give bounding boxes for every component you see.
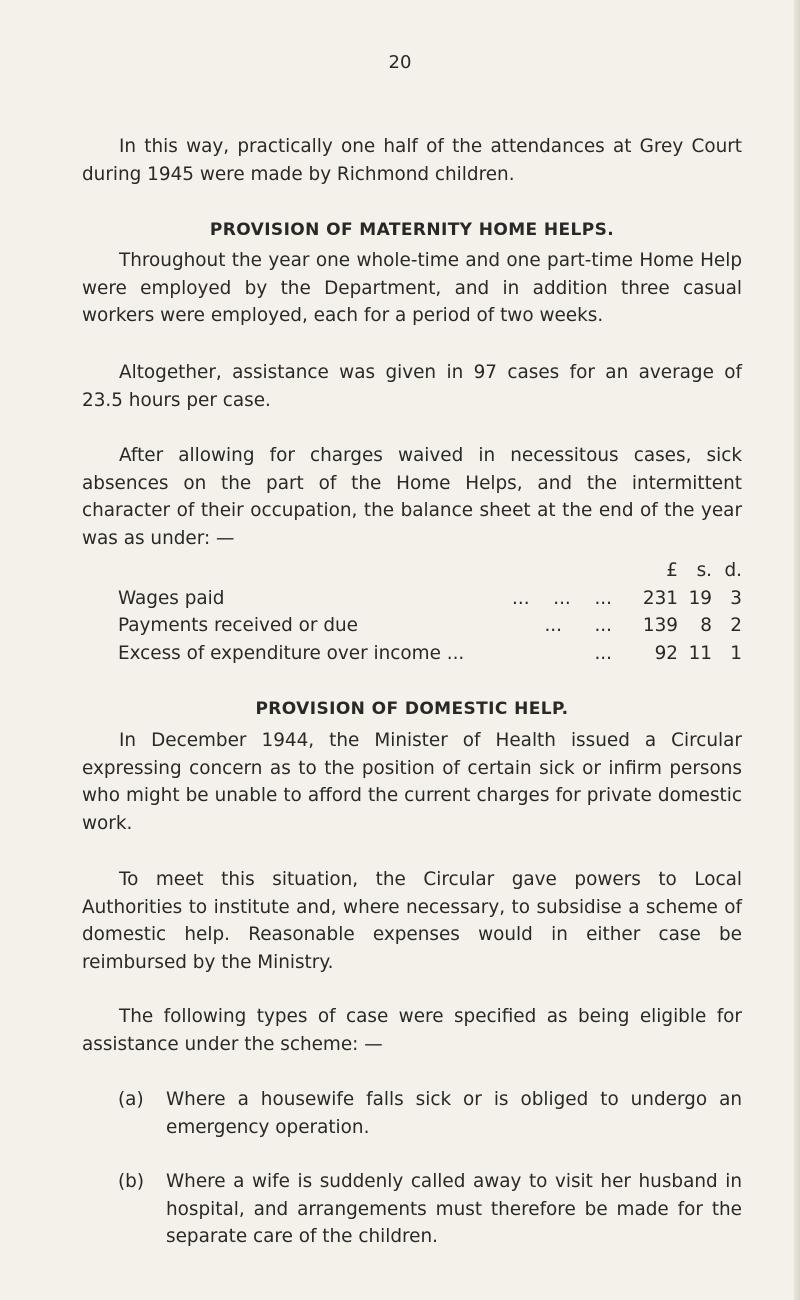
list-item — [118, 1086, 742, 1141]
domestic-paragraph-2: To meet this situation, the Circular gave powers to Local Authorities to institute and, where necessary, to subsidise a scheme of domestic help. Reasonable expenses would in either case be reimbursed by the Ministry. — [82, 869, 742, 973]
list-text: Where a wife is suddenly called away to visit her husband in hospital, and arrangements must therefore be made for the separate care of the children. — [166, 1171, 742, 1247]
leader-dots: ... ... ... — [512, 587, 612, 609]
list-letter: (a) — [118, 1089, 144, 1110]
list-letter: (b) — [118, 1171, 145, 1192]
pence-cell: 3 — [730, 587, 742, 609]
row-label: Excess of expenditure over income ... — [118, 642, 465, 664]
pence-header: d. — [724, 560, 742, 582]
maternity-paragraph-2: Altogether, assistance was given in 97 cases for an average of 23.5 hours per case. — [82, 362, 742, 411]
page-edge-shadow — [794, 0, 800, 1300]
eligibility-list-item-b — [118, 1168, 742, 1251]
shillings-header: s. — [696, 560, 712, 582]
maternity-section-heading: PROVISION OF MATERNITY HOME HELPS. — [209, 220, 615, 240]
pounds-cell: 139 — [642, 615, 678, 637]
pounds-cell: 92 — [654, 642, 678, 664]
leader-dots: ... ... — [544, 615, 612, 637]
domestic-heading-block — [82, 697, 742, 721]
balance-sheet-table — [118, 557, 742, 667]
maternity-para2-block — [82, 359, 742, 414]
domestic-section-heading: PROVISION OF DOMESTIC HELP. — [255, 699, 569, 719]
maternity-heading-block — [82, 218, 742, 242]
list-item — [118, 1168, 742, 1251]
intro-paragraph: In this way, practically one half of the attendances at Grey Court during 1945 were made by Richmond children. — [82, 136, 742, 185]
pounds-cell: 231 — [642, 587, 678, 609]
maternity-para1-block — [82, 247, 742, 330]
row-label: Wages paid — [118, 587, 225, 609]
page-number: 20 — [388, 52, 412, 73]
leader-dots: ... — [594, 642, 612, 664]
domestic-para1-block — [82, 727, 742, 837]
pence-cell: 2 — [730, 615, 742, 637]
domestic-para3-block — [82, 1003, 742, 1058]
domestic-para2-block — [82, 866, 742, 976]
balance-sheet-header-row — [118, 557, 742, 585]
pounds-header: £ — [666, 560, 678, 582]
table-row — [118, 640, 742, 668]
pence-cell: 1 — [730, 642, 742, 664]
row-label: Payments received or due — [118, 615, 358, 637]
table-row — [118, 585, 742, 613]
list-text: Where a housewife falls sick or is obliged to undergo an emergency operation. — [166, 1089, 742, 1138]
maternity-paragraph-1: Throughout the year one whole-time and one part-time Home Help were employed by the Department, and in addition three casual workers were employed, each for a period of two weeks. — [82, 250, 742, 326]
shillings-cell: 8 — [700, 615, 712, 637]
maternity-paragraph-3: After allowing for charges waived in necessitous cases, sick absences on the part of the Home Helps, and the intermittent character of their occupation, the balance sheet at the end of the year was as under: — — [82, 445, 742, 549]
domestic-paragraph-3: The following types of case were specified as being eligible for assistance under the scheme: — — [82, 1006, 742, 1055]
shillings-cell: 19 — [688, 587, 712, 609]
eligibility-list-item-a — [118, 1086, 742, 1141]
domestic-paragraph-1: In December 1944, the Minister of Health issued a Circular expressing concern as to the position of certain sick or infirm persons who might be unable to afford the current charges for private domestic work. — [82, 730, 742, 834]
table-row — [118, 612, 742, 640]
maternity-para3-block — [82, 442, 742, 552]
intro-paragraph-block — [82, 133, 742, 188]
shillings-cell: 11 — [688, 642, 712, 664]
